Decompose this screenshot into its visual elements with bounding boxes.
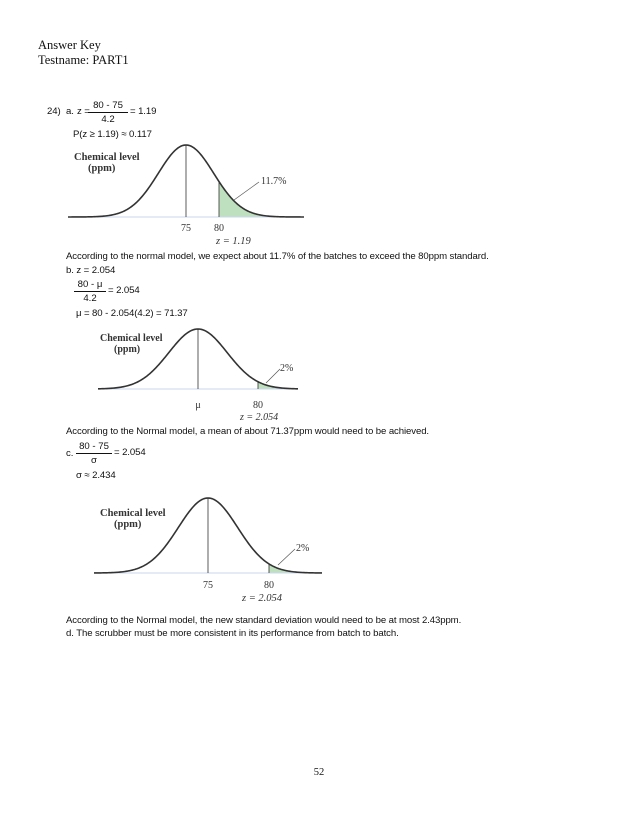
normal-curve-figure-b xyxy=(90,327,322,425)
mean-tick-label: μ xyxy=(195,400,201,411)
part-a-fraction xyxy=(88,100,128,125)
y-axis-label-line2: (ppm) xyxy=(114,519,142,530)
y-axis-label-line1: Chemical level xyxy=(100,508,166,519)
z-score-label: z = 1.19 xyxy=(216,236,251,247)
area-leader-line xyxy=(266,369,280,383)
y-axis-label-line1: Chemical level xyxy=(74,152,140,163)
part-b-solve-mu: μ = 80 - 2.054(4.2) = 71.37 xyxy=(76,308,188,319)
y-axis-label-line2: (ppm) xyxy=(114,344,141,355)
area-leader-line xyxy=(234,182,259,200)
part-a-denominator: 4.2 xyxy=(101,114,115,125)
area-leader-line xyxy=(278,549,295,565)
part-c-numerator: 80 - 75 xyxy=(76,441,112,454)
part-c-denominator: σ xyxy=(91,455,97,466)
y-axis-label-line2: (ppm) xyxy=(88,163,116,174)
cutoff-tick-label: 80 xyxy=(264,580,274,591)
part-a-probability: P(z ≥ 1.19) ≈ 0.117 xyxy=(73,129,152,140)
part-a-numerator: 80 - 75 xyxy=(88,100,128,113)
answer-key-heading: Answer Key xyxy=(38,38,101,52)
part-c-result: = 2.054 xyxy=(114,447,146,458)
tail-area-label: 2% xyxy=(296,543,310,554)
part-c-label: c. xyxy=(66,448,74,459)
mean-tick-label: 75 xyxy=(203,580,213,591)
part-a-conclusion: According to the normal model, we expect about 11.7% of the batches to exceed the 80ppm standard. xyxy=(66,251,489,262)
normal-curve-figure-c xyxy=(92,492,324,604)
cutoff-tick-label: 80 xyxy=(214,223,224,234)
testname-heading: Testname: PART1 xyxy=(38,53,129,67)
part-b-z-value: b. z = 2.054 xyxy=(66,265,116,276)
part-d-statement: d. The scrubber must be more consistent in its performance from batch to batch. xyxy=(66,628,399,639)
y-axis-label-line1: Chemical level xyxy=(100,333,163,344)
part-a-label: a. xyxy=(66,106,74,117)
mean-tick-label: 75 xyxy=(181,223,191,234)
page-number: 52 xyxy=(313,767,325,778)
cutoff-tick-label: 80 xyxy=(253,400,263,411)
part-b-result: = 2.054 xyxy=(108,285,140,296)
part-b-numerator: 80 - μ xyxy=(74,279,106,292)
tail-area-label: 11.7% xyxy=(261,176,287,187)
part-c-conclusion: According to the Normal model, the new standard deviation would need to be at most 2.43ppm. xyxy=(66,615,462,626)
part-b-fraction xyxy=(74,279,106,304)
part-c-fraction xyxy=(76,441,112,466)
part-b-denominator: 4.2 xyxy=(83,293,97,304)
normal-curve-figure-a xyxy=(66,140,306,250)
part-a-z-prefix: z = xyxy=(77,106,90,117)
z-score-label: z = 2.054 xyxy=(242,593,283,604)
part-b-conclusion: According to the Normal model, a mean of about 71.37ppm would need to be achieved. xyxy=(66,426,429,437)
z-score-label: z = 2.054 xyxy=(240,412,279,423)
part-a-result: = 1.19 xyxy=(130,106,157,117)
part-c-solve-sigma: σ ≈ 2.434 xyxy=(76,470,116,481)
problem-number: 24) xyxy=(47,106,61,117)
tail-area-label: 2% xyxy=(280,363,294,374)
